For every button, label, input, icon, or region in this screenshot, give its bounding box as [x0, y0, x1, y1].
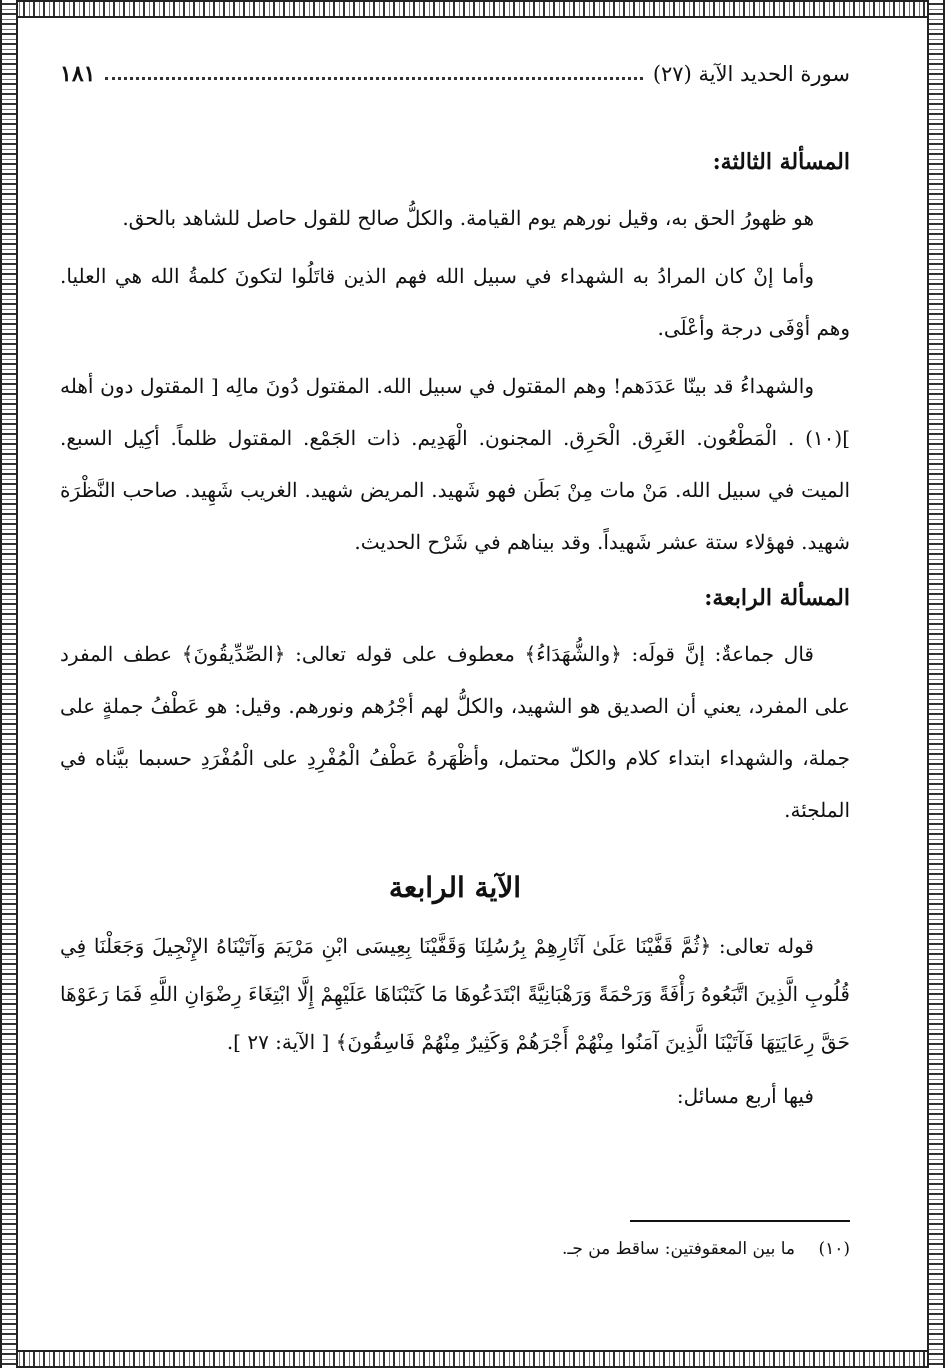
footnote-text: ما بين المعقوفتين: ساقط من جـ.: [561, 1239, 796, 1259]
ornamental-border-bottom: [0, 1350, 945, 1368]
paragraph: وأما إنْ كان المرادُ به الشهداء في سبيل الله فهم الذين قاتَلُوا لتكونَ كلمةُ الله هي العليا. وهم أوْفَى درجة وأعْلَى.: [60, 264, 850, 340]
verse-paragraph: قوله تعالى: ﴿ثُمَّ قَفَّيْنَا عَلَىٰ آثَارِهِمْ بِرُسُلِنَا وَقَفَّيْنَا بِعِيسَى ابْنِ مَرْيَمَ وَآتَيْنَاهُ الإِنْجِيلَ وَجَعَلْنَا فِي قُلُوبِ الَّذِينَ اتَّبَعُوهُ رَأْفَةً وَرَحْمَةً وَرَهْبَانِيَّةً ابْتَدَعُوهَا مَا كَتَبْنَاهَا عَلَيْهِمْ إِلَّا ابْتِغَاءَ رِضْوَانِ اللَّهِ فَمَا رَعَوْهَا حَقَّ رِعَايَتِهَا فَآتَيْنَا الَّذِينَ آمَنُوا مِنْهُمْ أَجْرَهُمْ وَكَثِيرٌ مِنْهُمْ فَاسِقُونَ﴾ [ الآية: ٢٧ ].: [60, 934, 850, 1054]
dotted-leader: [105, 77, 642, 80]
ornamental-border-left: [0, 0, 18, 1368]
footnote-number: (١٠): [818, 1239, 850, 1259]
page-number: ١٨١: [60, 61, 96, 87]
ornamental-border-top: [0, 0, 945, 18]
running-header: [60, 52, 850, 96]
book-page: [60, 52, 850, 1312]
verse-block: [60, 922, 850, 1120]
running-title: سورة الحديد الآية (٢٧): [652, 62, 850, 86]
section-heading-q3: المسألة الثالثة:: [712, 149, 850, 175]
section-heading-q4: المسألة الرابعة:: [704, 585, 850, 611]
footnote-divider: [630, 1220, 850, 1222]
paragraph: هو ظهورُ الحق به، وقيل نورهم يوم القيامة. والكلُّ صالح للقول حاصل للشاهد بالحق.: [122, 206, 814, 230]
ornamental-border-right: [927, 0, 945, 1368]
paragraph: فيها أربع مسائل:: [676, 1084, 814, 1108]
footnote: [562, 1234, 850, 1264]
verse-title: الآية الرابعة: [388, 871, 522, 904]
paragraph: والشهداءُ قد بينّا عَدَدَهم! وهم المقتول في سبيل الله. المقتول دُونَ مالِه [ المقتول دون أهله ](١٠) . الْمَطْعُون. الغَرِق. الْحَرِق. المجنون. الْهَدِيم. ذات الجَمْع. المقتول ظلماً. أكِيل السبع. الميت في سبيل الله. مَنْ مات مِنْ بَطَن فهو شَهيد. المريض شهيد. الغريب شَهِيد. صاحب النَّظْرَة شهيد. فهؤلاء ستة عشر شَهيداً. وقد بيناهم في شَرْح الحديث.: [60, 374, 850, 554]
paragraph: قال جماعةٌ: إنَّ قولَه: ﴿والشُّهَدَاءُ﴾ معطوف على قوله تعالى: ﴿الصِّدِّيقُونَ﴾ عطف المفرد على المفرد، يعني أن الصديق هو الشهيد، والكلُّ لهم أجْرُهم ونورهم. وقيل: هو عَطْفُ جملةٍ على جملة، والشهداء ابتداء كلام والكلّ محتمل، وأظْهَرهُ عَطْفُ الْمُفْرِدِ على الْمُفْرَدِ حسبما بيَّناه في الملجئة.: [60, 642, 850, 822]
